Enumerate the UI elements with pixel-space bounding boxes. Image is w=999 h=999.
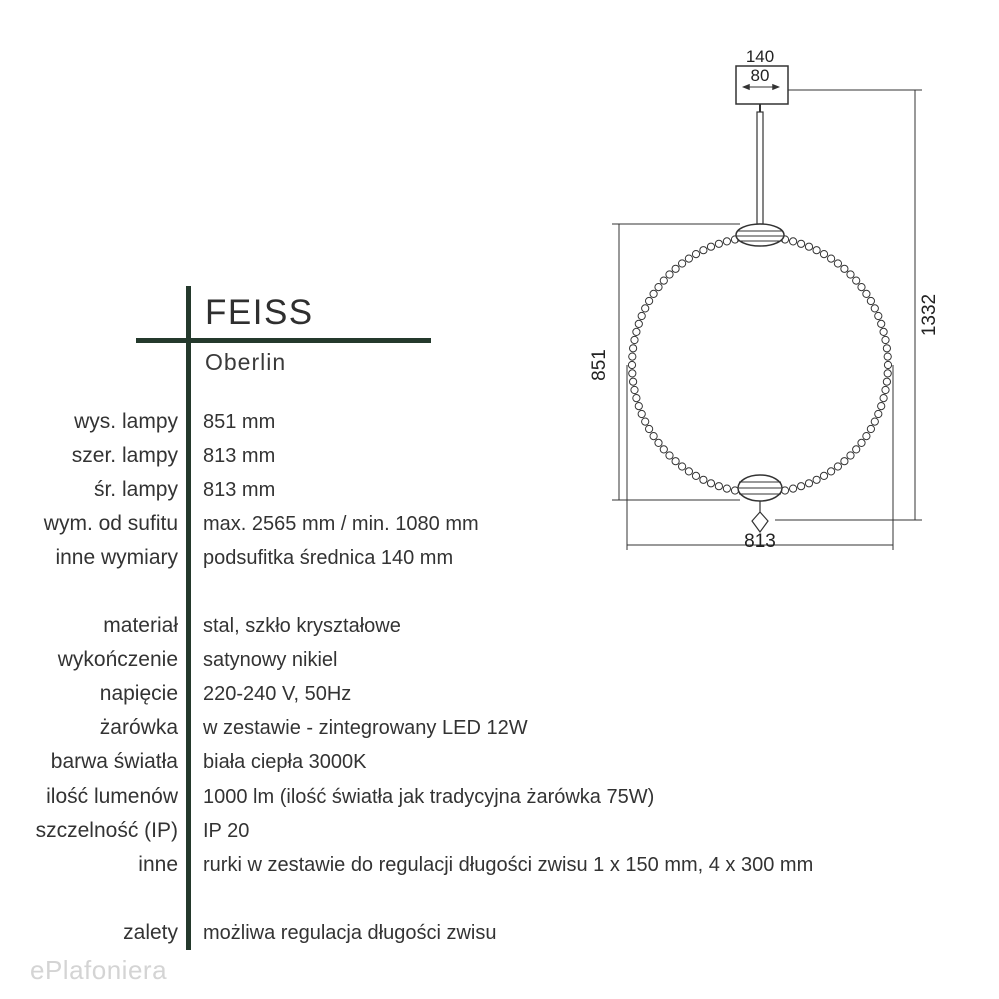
ring-bead	[847, 452, 854, 459]
spec-label: szer. lampy	[71, 444, 178, 467]
ring-bead	[723, 238, 730, 245]
ring-bead	[633, 395, 640, 402]
ring-bead	[628, 361, 635, 368]
spec-value: IP 20	[203, 820, 250, 842]
ring-bead	[847, 271, 854, 278]
spec-value: 220-240 V, 50Hz	[203, 683, 352, 705]
ring-bead	[635, 403, 642, 410]
spec-label: napięcie	[99, 682, 178, 705]
ring-bead	[707, 480, 714, 487]
spec-value: max. 2565 mm / min. 1080 mm	[203, 513, 479, 535]
ring-bead	[672, 265, 679, 272]
ring-bead	[700, 476, 707, 483]
ring-bead	[642, 305, 649, 312]
spec-label: śr. lampy	[93, 478, 178, 501]
ring-bead	[884, 353, 891, 360]
ring-bead	[863, 290, 870, 297]
dim-lamp-height: 851	[589, 349, 610, 381]
ring-bead	[883, 378, 890, 385]
ring-bead	[858, 284, 865, 291]
ring-bead	[655, 284, 662, 291]
ring-bead	[790, 238, 797, 245]
spec-label: inne wymiary	[55, 546, 178, 569]
horizontal-divider	[136, 338, 431, 343]
ring-bead	[871, 418, 878, 425]
ring-bead	[883, 345, 890, 352]
spec-row	[0, 611, 999, 641]
spec-label: wym. od sufitu	[43, 512, 178, 535]
ring-bead	[666, 271, 673, 278]
watermark-logo: ePlafoniera	[30, 955, 168, 985]
ring-bead	[655, 439, 662, 446]
ring-bead	[884, 361, 891, 368]
spec-label: wykończenie	[57, 648, 178, 671]
spec-label: wys. lampy	[74, 410, 178, 433]
dim-total-height: 1332	[919, 293, 940, 337]
ring-bead	[642, 418, 649, 425]
spec-value: satynowy nikiel	[203, 649, 338, 671]
spec-row	[0, 816, 999, 846]
ring-bead	[798, 240, 805, 247]
spec-label: zalety	[123, 921, 178, 944]
spec-label: materiał	[103, 614, 178, 637]
ring-bead	[841, 265, 848, 272]
ring-bead	[723, 485, 730, 492]
ring-bead	[880, 395, 887, 402]
ring-bead	[790, 485, 797, 492]
dim-canopy-inner: 80	[750, 66, 770, 85]
ring-bead	[715, 240, 722, 247]
spec-row	[0, 713, 999, 743]
spec-value: biała ciepła 3000K	[203, 751, 367, 773]
ring-bead	[858, 439, 865, 446]
bottom-fixture	[738, 475, 782, 501]
ring-bead	[685, 468, 692, 475]
ring-bead	[672, 458, 679, 465]
spec-value: 813 mm	[203, 445, 276, 467]
spec-label: szczelność (IP)	[35, 819, 178, 842]
ring-bead	[867, 425, 874, 432]
ring-bead	[853, 446, 860, 453]
ring-bead	[629, 370, 636, 377]
spec-value: rurki w zestawie do regulacji długości zwisu 1 x 150 mm, 4 x 300 mm	[203, 854, 814, 876]
ring-bead	[630, 378, 637, 385]
spec-label: barwa światła	[50, 750, 178, 773]
ring-bead	[646, 297, 653, 304]
ring-bead	[863, 433, 870, 440]
ring-bead	[820, 472, 827, 479]
ring-bead	[646, 425, 653, 432]
spec-row	[0, 645, 999, 675]
spec-value: w zestawie - zintegrowany LED 12W	[203, 717, 528, 739]
ring-bead	[820, 251, 827, 258]
beaded-ring	[628, 233, 891, 496]
ring-bead	[828, 468, 835, 475]
ring-bead	[685, 255, 692, 262]
spec-label: żarówka	[99, 716, 178, 739]
ring-bead	[631, 386, 638, 393]
ring-bead	[631, 336, 638, 343]
ring-bead	[715, 483, 722, 490]
spec-value: stal, szkło kryształowe	[203, 615, 401, 637]
spec-value: możliwa regulacja długości zwisu	[203, 922, 497, 944]
ring-bead	[878, 320, 885, 327]
ring-bead	[650, 433, 657, 440]
ring-bead	[853, 277, 860, 284]
technical-drawing	[560, 40, 960, 560]
ring-bead	[679, 463, 686, 470]
ring-bead	[666, 452, 673, 459]
spec-row	[0, 850, 999, 880]
ring-bead	[638, 312, 645, 319]
ring-bead	[650, 290, 657, 297]
ring-bead	[633, 328, 640, 335]
spec-value: podsufitka średnica 140 mm	[203, 547, 454, 569]
ring-bead	[871, 305, 878, 312]
ring-bead	[884, 370, 891, 377]
spec-label: ilość lumenów	[46, 785, 178, 808]
top-fixture	[736, 224, 784, 246]
spec-row	[0, 747, 999, 777]
spec-value: 851 mm	[203, 411, 276, 433]
ring-bead	[880, 328, 887, 335]
ring-bead	[834, 260, 841, 267]
ring-bead	[707, 243, 714, 250]
ring-bead	[692, 251, 699, 258]
ring-bead	[841, 458, 848, 465]
spec-row	[0, 679, 999, 709]
spec-row	[0, 918, 999, 948]
ring-bead	[834, 463, 841, 470]
ring-bead	[660, 277, 667, 284]
spec-row	[0, 782, 999, 812]
ring-bead	[813, 476, 820, 483]
ring-bead	[692, 472, 699, 479]
spec-value: 813 mm	[203, 479, 276, 501]
ring-bead	[798, 483, 805, 490]
dim-canopy-outer: 140	[745, 47, 775, 66]
ring-bead	[867, 297, 874, 304]
model-name: Oberlin	[205, 349, 287, 375]
ring-bead	[878, 403, 885, 410]
crystal-pendant	[752, 501, 768, 532]
ring-bead	[805, 243, 812, 250]
spec-value: 1000 lm (ilość światła jak tradycyjna żarówka 75W)	[203, 786, 655, 808]
ring-bead	[638, 410, 645, 417]
dim-lamp-width: 813	[744, 531, 776, 552]
suspension-rod	[757, 112, 763, 224]
ring-bead	[660, 446, 667, 453]
brand-name: FEISS	[205, 293, 314, 332]
ring-bead	[805, 480, 812, 487]
ring-bead	[630, 345, 637, 352]
ring-bead	[635, 320, 642, 327]
ring-bead	[813, 247, 820, 254]
ring-bead	[882, 336, 889, 343]
ring-bead	[828, 255, 835, 262]
ring-bead	[629, 353, 636, 360]
ring-bead	[700, 247, 707, 254]
ring-bead	[679, 260, 686, 267]
ring-bead	[882, 386, 889, 393]
spec-label: inne	[138, 853, 178, 876]
ring-bead	[875, 312, 882, 319]
ring-bead	[875, 410, 882, 417]
